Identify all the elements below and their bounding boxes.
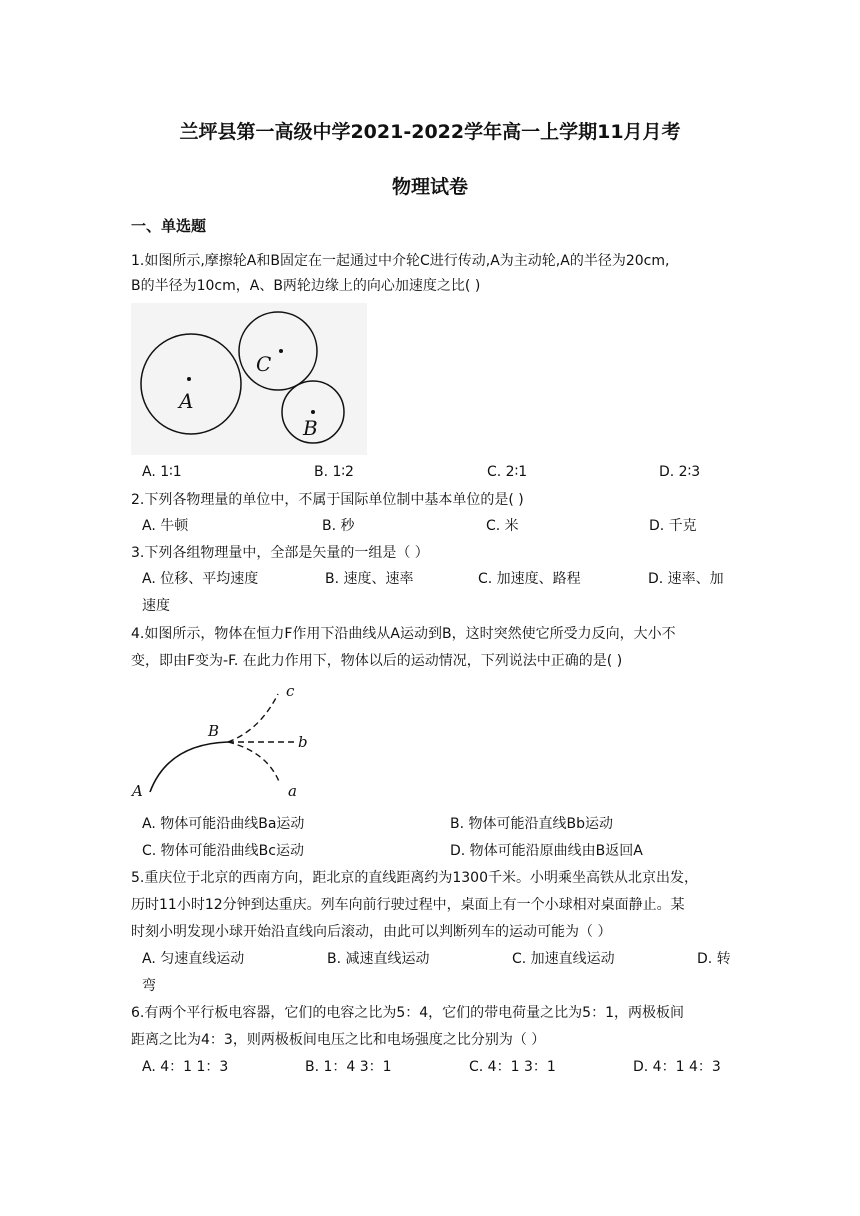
question-3-option-b[interactable]: B. 速度、速率 — [325, 571, 414, 587]
question-5-line-1: 5.重庆位于北京的西南方向，距北京的直线距离约为1300千米。小明乘坐高铁从北京出发， — [131, 870, 698, 886]
label-b: B — [303, 416, 318, 440]
label-a: A — [179, 389, 194, 413]
question-2-option-a[interactable]: A. 牛顿 — [142, 518, 189, 534]
question-4-option-b[interactable]: B. 物体可能沿直线Bb运动 — [450, 816, 613, 832]
question-2-option-c[interactable]: C. 米 — [486, 518, 519, 534]
question-3-option-c[interactable]: C. 加速度、路程 — [478, 571, 581, 587]
question-4-option-c[interactable]: C. 物体可能沿曲线Bc运动 — [142, 843, 304, 859]
question-6-option-b[interactable]: B. 1：4 3：1 — [305, 1059, 392, 1075]
page-title: 兰坪县第一高级中学2021-2022学年高一上学期11月月考 — [179, 121, 681, 143]
question-1-option-a[interactable]: A. 1∶1 — [142, 464, 182, 480]
question-3-option-d-continued: 速度 — [142, 598, 170, 614]
label-point-b: B — [208, 722, 220, 740]
wheel-a — [141, 334, 241, 434]
label-c: C — [256, 352, 272, 376]
question-4-line-2: 变，即由F变为-F. 在此力作用下，物体以后的运动情况，下列说法中正确的是( ) — [131, 653, 623, 669]
path-bc — [228, 694, 278, 742]
section-heading: 一、单选题 — [131, 217, 207, 235]
question-5-line-2: 历时11小时12分钟到达重庆。列车向前行驶过程中，桌面上有一个小球相对桌面静止。某 — [131, 897, 685, 913]
question-5-option-b[interactable]: B. 减速直线运动 — [327, 951, 430, 967]
question-3-option-d[interactable]: D. 速率、加 — [648, 571, 724, 587]
question-1-option-c[interactable]: C. 2∶1 — [487, 464, 528, 480]
label-a: a — [288, 782, 297, 800]
question-2-option-d[interactable]: D. 千克 — [649, 518, 697, 534]
question-6-option-d[interactable]: D. 4：1 4：3 — [633, 1059, 721, 1075]
question-6-option-a[interactable]: A. 4：1 1：3 — [142, 1059, 229, 1075]
question-4-option-d[interactable]: D. 物体可能沿原曲线由B返回A — [450, 843, 643, 859]
label-b: b — [298, 733, 308, 751]
question-3-option-a[interactable]: A. 位移、平均速度 — [142, 571, 259, 587]
question-4-line-1: 4.如图所示，物体在恒力F作用下沿曲线从A运动到B，这时突然使它所受力反向，大小不 — [131, 626, 676, 642]
question-5-option-a[interactable]: A. 匀速直线运动 — [142, 951, 245, 967]
question-1-line-1: 1.如图所示,摩擦轮A和B固定在一起通过中介轮C进行传动,A为主动轮,A的半径为20cm, — [131, 253, 670, 269]
curved-motion-figure — [128, 682, 324, 804]
question-1-line-2: B的半径为10cm，A、B两轮边缘上的向心加速度之比( ) — [131, 278, 481, 294]
question-3-stem: 3.下列各组物理量中，全部是矢量的一组是（ ） — [131, 545, 429, 561]
wheel-c — [239, 312, 317, 390]
question-5-line-3: 时刻小明发现小球开始沿直线向后滚动，由此可以判断列车的运动可能为（ ） — [131, 924, 612, 940]
page-subtitle: 物理试卷 — [391, 176, 468, 198]
label-c: c — [286, 682, 295, 700]
question-6-option-c[interactable]: C. 4：1 3：1 — [469, 1059, 556, 1075]
label-point-a: A — [132, 782, 143, 800]
question-5-option-d[interactable]: D. 转 — [697, 951, 731, 967]
question-5-option-c[interactable]: C. 加速直线运动 — [512, 951, 615, 967]
question-1-option-b[interactable]: B. 1∶2 — [314, 464, 354, 480]
question-2-option-b[interactable]: B. 秒 — [322, 518, 355, 534]
path-ab — [150, 742, 228, 792]
question-5-option-d-continued: 弯 — [142, 978, 156, 994]
friction-wheels-figure — [131, 303, 367, 455]
question-1-option-d[interactable]: D. 2∶3 — [659, 464, 701, 480]
path-ba — [228, 742, 280, 784]
question-6-line-1: 6.有两个平行板电容器，它们的电容之比为5：4，它们的带电荷量之比为5：1，两极板间 — [131, 1005, 684, 1021]
question-2-stem: 2.下列各物理量的单位中，不属于国际单位制中基本单位的是( ) — [131, 492, 524, 508]
question-6-line-2: 距离之比为4：3，则两极板间电压之比和电场强度之比分别为（ ） — [131, 1032, 546, 1048]
question-4-option-a[interactable]: A. 物体可能沿曲线Ba运动 — [142, 816, 305, 832]
